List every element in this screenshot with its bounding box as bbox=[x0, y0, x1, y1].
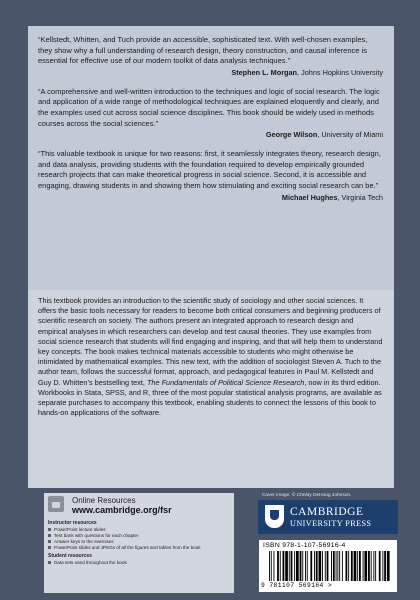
resource-item bbox=[48, 539, 114, 545]
barcode-bar bbox=[283, 551, 285, 581]
reviewer-name: George Wilson bbox=[265, 130, 318, 140]
square-bullet-icon bbox=[48, 528, 51, 531]
barcode-bar bbox=[375, 551, 376, 581]
barcode-bar bbox=[319, 551, 322, 581]
barcode-bar bbox=[342, 551, 343, 581]
resource-item-label: Test bank with questions for each chapter bbox=[54, 533, 139, 538]
barcode-bar bbox=[294, 551, 295, 581]
shield-icon bbox=[265, 505, 284, 528]
barcode-bar bbox=[280, 551, 281, 581]
review-attribution bbox=[38, 130, 383, 140]
barcode-bar bbox=[310, 551, 312, 581]
resource-item-label: PowerPoint lecture slides bbox=[54, 527, 106, 532]
review-text: “A comprehensive and well-written introduction to the techniques and logic of social research. The logic and application of a wide range of methodological techniques are explained eloquently and clearly, and the examples used cut across social science disciplines. This book should be widely used in methods courses across the social sciences.” bbox=[38, 86, 380, 128]
student-resources-heading: Student resources bbox=[48, 553, 92, 559]
review-text: “Kellstedt, Whitten, and Tuch provide an accessible, sophisticated text. With well-chosen examples, they show why a full understanding of research design, theory construction, and causal inference is essential for effective use of our modern toolkit of data analysis techniques.” bbox=[38, 35, 368, 66]
review-2 bbox=[38, 87, 383, 140]
square-bullet-icon bbox=[48, 561, 51, 564]
barcode-bar bbox=[325, 551, 326, 581]
barcode-bar bbox=[322, 551, 323, 581]
review-3 bbox=[38, 149, 383, 202]
barcode-bar bbox=[384, 551, 386, 581]
description-part-1: This textbook provides an introduction to the scientific study of sociology and other social sciences. It offers the basic tools necessary for readers to become both critical consumers and beginning producers of scientific research on society. The authors present an integrated approach to research design and empirical analyses in which researchers can develop and test causal theories. They use examples from social science research that students will find engaging and inspiring, and that will help them to understand key concepts. The book makes technical materials accessible to students who might otherwise be intimidated by mathematical examples. This new text, with the addition of sociologist Steven A. Tuch to the author team, follows the successful format, approach, and pedagogical features in Paul M. Kellstedt and Guy D. Whitten’s bestselling text, bbox=[38, 296, 383, 387]
barcode-bar bbox=[346, 551, 348, 581]
barcode-bar bbox=[314, 551, 315, 581]
publisher-subname: UNIVERSITY PRESS bbox=[290, 519, 372, 528]
barcode-bar bbox=[327, 551, 329, 581]
reviewer-name: Michael Hughes bbox=[281, 192, 338, 202]
review-1 bbox=[38, 35, 383, 78]
reviewer-name: Stephen L. Morgan bbox=[231, 67, 298, 77]
barcode-bar bbox=[354, 551, 357, 581]
square-bullet-icon bbox=[48, 546, 51, 549]
barcode-bar bbox=[331, 551, 332, 581]
barcode-bar bbox=[271, 551, 272, 581]
resource-item-label: Data sets used throughout the book bbox=[54, 560, 127, 565]
reviews-panel bbox=[28, 26, 394, 290]
cover-image-credit: Cover image: © Christy DeHoog Johnson. bbox=[262, 493, 352, 498]
resource-item-label: Answer keys to the exercises bbox=[54, 539, 114, 544]
review-attribution bbox=[38, 193, 383, 203]
resource-item bbox=[48, 533, 139, 539]
review-attribution bbox=[38, 68, 383, 78]
barcode-bar bbox=[285, 551, 288, 581]
reviewer-affiliation: , Johns Hopkins University bbox=[297, 67, 383, 77]
square-bullet-icon bbox=[48, 534, 51, 537]
resource-item-label: PowerPoint slides and JPEGs of all the figures and tables from the book bbox=[54, 545, 201, 550]
barcode-bar bbox=[307, 551, 308, 581]
resource-item bbox=[48, 527, 106, 533]
online-resources-url[interactable]: www.cambridge.org/fsr bbox=[72, 505, 172, 515]
barcode-bar bbox=[359, 551, 361, 581]
barcode-bar bbox=[387, 551, 390, 581]
description-part-2: , now in its third edition. Workbooks in Stata, SPSS, and R, three of the most popular statistical analysis programs, are available as separate purchases to accompany this textbook, enabling students to connect the lessons of this book to hands-on applications of the software. bbox=[38, 377, 382, 418]
barcode-bar bbox=[368, 551, 370, 581]
book-description-panel bbox=[28, 290, 394, 488]
barcode-bar bbox=[336, 551, 337, 581]
barcode-bar bbox=[382, 551, 383, 581]
referenced-book-title: The Fundamentals of Political Science Research bbox=[146, 377, 305, 387]
barcode-bar bbox=[302, 551, 303, 581]
resource-item bbox=[48, 545, 201, 551]
online-resources-heading: Online Resources bbox=[72, 496, 136, 505]
barcode-bar bbox=[291, 551, 293, 581]
barcode-bar bbox=[305, 551, 306, 581]
online-resources-box bbox=[44, 493, 234, 593]
resource-item bbox=[48, 560, 127, 566]
barcode-bar bbox=[289, 551, 290, 581]
barcode-bar bbox=[274, 551, 275, 581]
square-bullet-icon bbox=[48, 540, 51, 543]
barcode-bar bbox=[357, 551, 358, 581]
reviewer-affiliation: , Virginia Tech bbox=[337, 192, 383, 202]
barcode-bar bbox=[277, 551, 279, 581]
instructor-resources-heading: Instructor resources bbox=[48, 520, 97, 526]
barcode-bar bbox=[300, 551, 302, 581]
isbn-label: ISBN 978-1-107-56916-4 bbox=[263, 542, 346, 549]
barcode-bar bbox=[296, 551, 299, 581]
barcode-bar bbox=[363, 551, 364, 581]
isbn-barcode-box bbox=[259, 540, 397, 592]
barcode-bar bbox=[269, 551, 270, 581]
review-text: “This valuable textbook is unique for two reasons: first, it seamlessly integrates theory, research design, and data analysis, providing students with the foundation required to develop empirically grounded research projects that can make theoretical progress in social science. Second, it is accessible and engaging, drawing students in and showing them how stimulating and exciting social research can be.” bbox=[38, 149, 381, 190]
barcode-bar bbox=[339, 551, 340, 581]
barcode-bar bbox=[379, 551, 381, 581]
online-resources-icon bbox=[48, 496, 64, 512]
book-description bbox=[38, 296, 383, 418]
barcode-icon bbox=[267, 551, 391, 581]
reviewer-affiliation: , University of Miami bbox=[317, 130, 383, 140]
barcode-bar bbox=[333, 551, 335, 581]
barcode-bar bbox=[364, 551, 367, 581]
publisher-logo bbox=[258, 500, 398, 534]
barcode-digits: 9 781107 569164 > bbox=[261, 582, 333, 589]
barcode-bar bbox=[337, 551, 338, 581]
barcode-bar bbox=[373, 551, 374, 581]
barcode-bar bbox=[351, 551, 353, 581]
publisher-name: CAMBRIDGE bbox=[290, 506, 364, 518]
barcode-bar bbox=[316, 551, 318, 581]
barcode-bar bbox=[371, 551, 372, 581]
barcode-bar bbox=[348, 551, 349, 581]
